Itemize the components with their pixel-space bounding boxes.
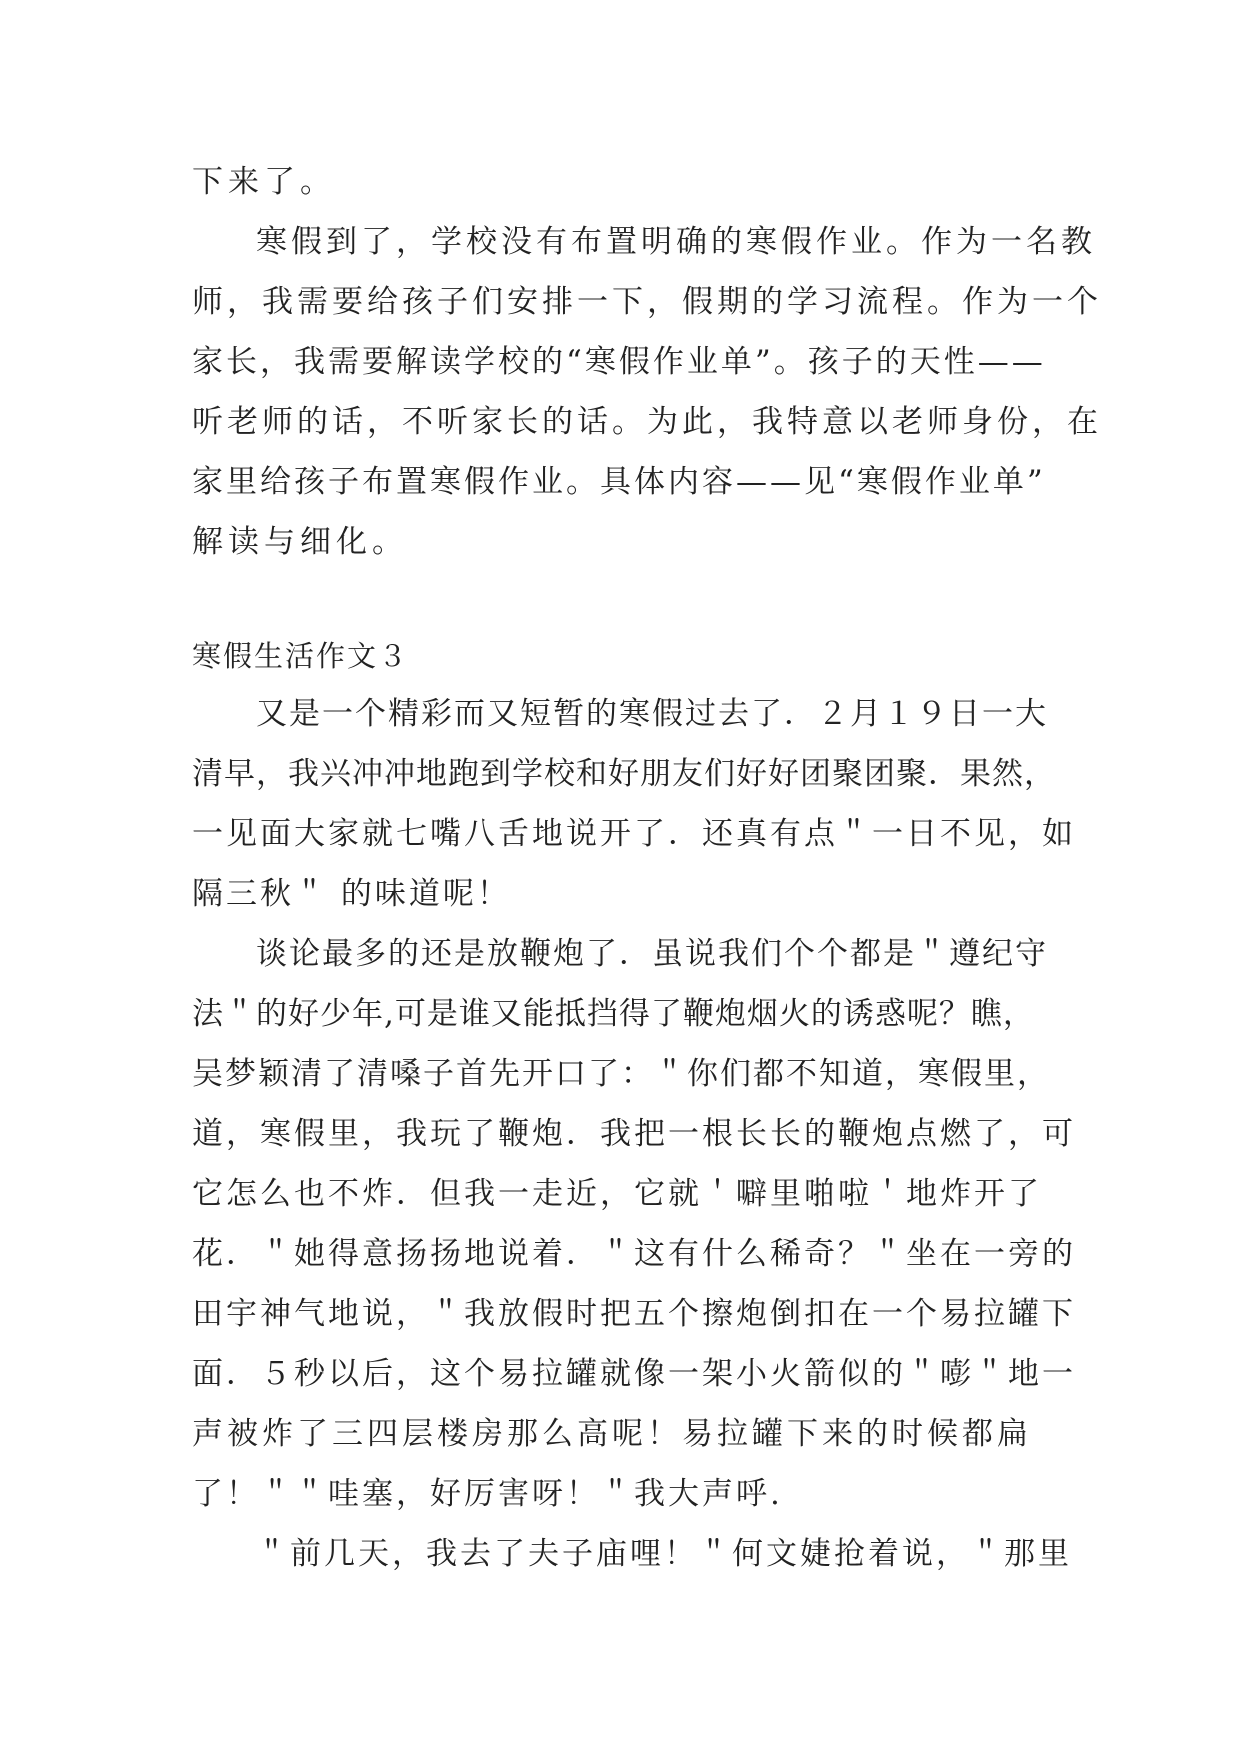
paragraph-line: 听老师的话，不听家长的话。为此，我特意以老师身份，在 [192, 404, 1102, 440]
section-heading: 寒假生活作文３ [192, 639, 410, 673]
paragraph-line: 下来了。 [192, 164, 336, 200]
paragraph-line: 一见面大家就七嘴八舌地说开了．还真有点＂一日不见，如 [192, 816, 1076, 852]
paragraph-line: 了！＂＂哇塞，好厉害呀！＂我大声呼. [192, 1476, 783, 1512]
paragraph-line: 田宇神气地说，＂我放假时把五个擦炮倒扣在一个易拉罐下 [192, 1296, 1076, 1332]
paragraph-line: 又是一个精彩而又短暂的寒假过去了．２月１９日一大 [256, 696, 1048, 732]
paragraph-line: 谈论最多的还是放鞭炮了．虽说我们个个都是＂遵纪守 [256, 936, 1048, 972]
paragraph-line: 它怎么也不炸．但我一走近，它就＇噼里啪啦＇地炸开了 [192, 1176, 1042, 1212]
paragraph-line: 清早，我兴冲冲地跑到学校和好朋友们好好团聚团聚．果然， [192, 756, 1056, 792]
paragraph-line: 隔三秋＂ 的味道呢！ [192, 876, 511, 912]
paragraph-line: 家长，我需要解读学校的“寒假作业单”。孩子的天性—— [192, 344, 1046, 380]
paragraph-line: ＂前几天，我去了夫子庙哩！＂何文婕抢着说，＂那里 [256, 1536, 1072, 1572]
paragraph-line: 师，我需要给孩子们安排一下，假期的学习流程。作为一个 [192, 284, 1102, 320]
paragraph-line: 面．５秒以后，这个易拉罐就像一架小火箭似的＂嘭＂地一 [192, 1356, 1076, 1392]
paragraph-line: 寒假到了，学校没有布置明确的寒假作业。作为一名教 [256, 224, 1096, 260]
paragraph-line: 法＂的好少年,可是谁又能抵挡得了鞭炮烟火的诱惑呢？瞧， [192, 996, 1035, 1032]
paragraph-line: 吴梦颖清了清嗓子首先开口了：＂你们都不知道，寒假里， [192, 1056, 1050, 1092]
paragraph-line: 声被炸了三四层楼房那么高呢！易拉罐下来的时候都扁 [192, 1416, 1032, 1452]
paragraph-line: 道，寒假里，我玩了鞭炮．我把一根长长的鞭炮点燃了，可 [192, 1116, 1076, 1152]
paragraph-line: 花．＂她得意扬扬地说着．＂这有什么稀奇？＂坐在一旁的 [192, 1236, 1076, 1272]
paragraph-line: 解读与细化。 [192, 524, 408, 560]
paragraph-line: 家里给孩子布置寒假作业。具体内容——见“寒假作业单” [192, 464, 1046, 500]
